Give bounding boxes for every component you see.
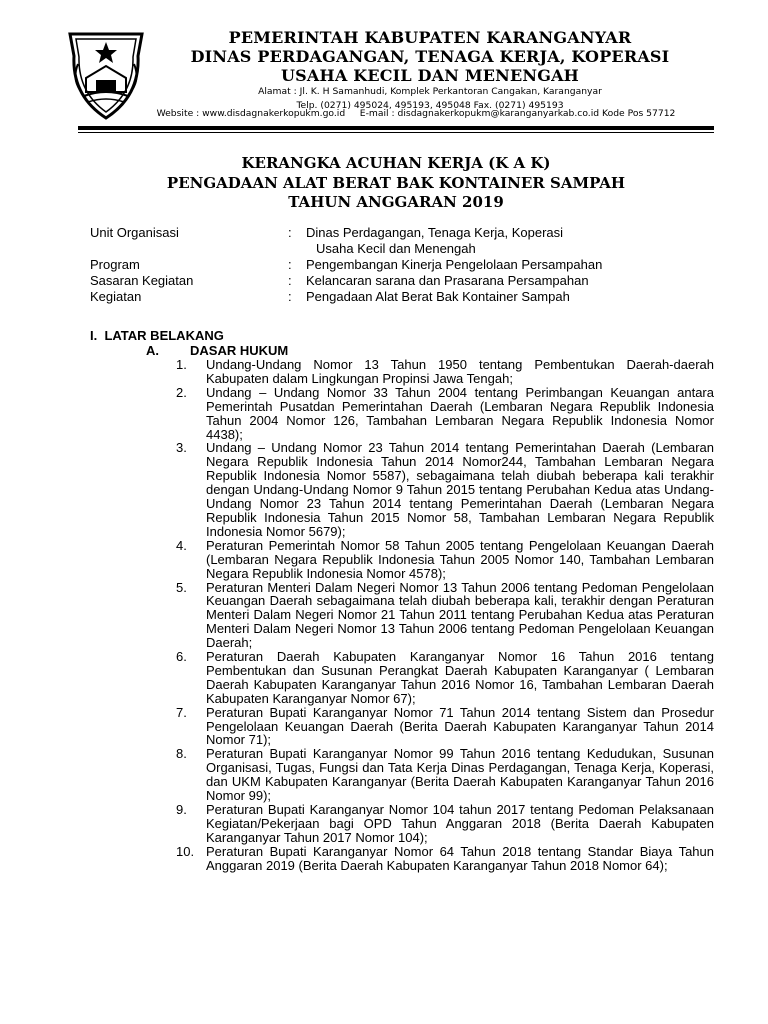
title-line2: PENGADAAN ALAT BERAT BAK KONTAINER SAMPAH	[166, 173, 626, 192]
list-item	[176, 650, 714, 706]
list-item-text: Undang – Undang Nomor 23 Tahun 2014 tentang Pemerintahan Daerah (Lembaran Negara Republik Indonesia Tahun 2014 Nomor244, Tambahan Lembaran Negara Republik Indonesia Nomor 5587), sebagaimana telah diubah beberapa kali terakhir dengan Undang-Undang Nomor 9 Tahun 2015 tentang Perubahan Kedua atas Undang-Undang Nomor 23 Tahun 2014 tentang Pemerintahan Daerah (Lembaran Negara Republik Indonesia Tahun 2015 Nomor 58, Tambahan Lembaran Negara Republik Indonesia Nomor 5679);	[206, 440, 714, 539]
info-colon: :	[288, 225, 292, 240]
list-item-number: 5.	[176, 579, 187, 595]
info-row	[90, 225, 730, 257]
list-item	[176, 441, 714, 538]
list-item	[176, 706, 714, 748]
letterhead-rule-thin	[78, 132, 714, 133]
list-item	[176, 539, 714, 581]
info-value: Pengadaan Alat Berat Bak Kontainer Sampah	[306, 289, 570, 304]
list-item-number: 2.	[176, 384, 187, 400]
info-colon: :	[288, 273, 292, 288]
list-item	[176, 358, 714, 386]
list-item-text: Peraturan Bupati Karanganyar Nomor 104 tahun 2017 tentang Pedoman Pelaksanaan Kegiatan/Pekerjaan bagi OPD Tahun Anggaran 2018 (Berita Daerah Kabupaten Karanganyar Tahun 2017 Nomor 104);	[206, 802, 714, 845]
list-item-number: 10.	[176, 843, 195, 859]
list-item-text: Undang-Undang Nomor 13 Tahun 1950 tentang Pembentukan Daerah-daerah Kabupaten dalam Lingkungan Propinsi Jawa Tengah;	[206, 357, 714, 386]
list-item-text: Peraturan Bupati Karanganyar Nomor 99 Tahun 2016 tentang Kedudukan, Susunan Organisasi, Tugas, Fungsi dan Tata Kerja Dinas Perdagangan, Tenaga Kerja, Koperasi, dan UKM Kabupaten Karanganyar (Berita Daerah Kabupaten Karanganyar Tahun 2016 Nomor 99);	[206, 746, 714, 804]
list-item-text: Peraturan Bupati Karanganyar Nomor 71 Tahun 2014 tentang Sistem dan Prosedur Pengelolaan Keuangan Daerah (Berita Daerah Kabupaten Karanganyar Tahun 2014 Nomor 71);	[206, 704, 714, 748]
info-label: Sasaran Kegiatan	[90, 273, 194, 288]
info-label: Program	[90, 257, 140, 272]
agency-phone: Telp. (0271) 495024, 495193, 495048 Fax. (0271) 495193	[296, 100, 564, 111]
document-title	[78, 154, 714, 213]
agency-name-line1: PEMERINTAH KABUPATEN KARANGANYAR	[228, 28, 632, 47]
list-item-number: 3.	[176, 440, 187, 456]
info-value-line: Dinas Perdagangan, Tenaga Kerja, Koperasi	[306, 225, 564, 240]
subsection-title: DASAR HUKUM	[190, 343, 289, 358]
list-item-number: 6.	[176, 649, 187, 665]
info-value-line: Usaha Kecil dan Menengah	[316, 241, 476, 256]
info-row	[90, 289, 730, 305]
letterhead-rule-thick	[78, 126, 714, 130]
list-item-text: Peraturan Menteri Dalam Negeri Nomor 13 Tahun 2006 tentang Pedoman Pengelolaan Keuangan Daerah sebagaimana telah diubah beberapa kali, terakhir dengan Peraturan Menteri Dalam Negeri Nomor 21 Tahun 2011 tentang Perubahan Kedua atas Peraturan Menteri Dalam Negeri Nomor 13 Tahun 2006 tentang Pedoman Pengelolaan Keuangan Daerah;	[206, 579, 714, 651]
subsection-heading	[146, 343, 288, 358]
list-item-number: 1.	[176, 357, 187, 372]
list-item-text: Peraturan Daerah Kabupaten Karanganyar Nomor 16 Tahun 2016 tentang Pembentukan dan Susunan Perangkat Daerah Kabupaten Karanganyar ( Lembaran Daerah Kabupaten Karanganyar Tahun 2016 Nomor 16, Tambahan Lembaran Daerah Kabupaten Karanganyar Nomor 67);	[206, 649, 714, 706]
list-item	[176, 803, 714, 845]
agency-website-email: Website : www.disdagnakerkopukm.go.id E-mail : disdagnakerkopukm@karanganyarkab.co.id Kode Pos 57712	[156, 108, 676, 119]
list-item-number: 8.	[176, 746, 187, 762]
title-line1: KERANGKA ACUHAN KERJA (K A K)	[241, 154, 551, 172]
agency-address: Alamat : Jl. K. H Samanhudi, Komplek Perkantoran Cangakan, Karanganyar	[258, 86, 602, 97]
info-row	[90, 257, 730, 273]
agency-name-line2: DINAS PERDAGANGAN, TENAGA KERJA, KOPERASI	[190, 47, 670, 66]
list-item-text: Undang – Undang Nomor 33 Tahun 2004 tentang Perimbangan Keuangan antara Pemerintah Pusatdan Pemerintahan Daerah (Lembaran Negara Republik Indonesia Tahun 2004 Nomor 126, Tambahan Lembaran Negara Republik Indonesia Nomor 4438);	[206, 384, 714, 442]
info-value	[306, 225, 730, 257]
list-item-number: 4.	[176, 537, 187, 553]
title-line3: TAHUN ANGGARAN 2019	[288, 193, 504, 211]
section-heading: I. LATAR BELAKANG	[90, 328, 224, 343]
info-colon: :	[288, 257, 292, 272]
list-item	[176, 581, 714, 651]
info-value: Pengembangan Kinerja Pengelolaan Persampahan	[306, 257, 603, 272]
subsection-letter: A.	[146, 343, 159, 358]
activity-info-table	[90, 225, 730, 305]
letterhead	[150, 28, 710, 113]
info-value: Kelancaran sarana dan Prasarana Persampahan	[306, 273, 589, 288]
info-colon: :	[288, 289, 292, 304]
info-label: Kegiatan	[90, 289, 142, 304]
agency-name-line3: USAHA KECIL DAN MENENGAH	[281, 66, 579, 85]
list-item-text: Peraturan Pemerintah Nomor 58 Tahun 2005 tentang Pengelolaan Keuangan Daerah (Lembaran Negara Republik Indonesia Tahun 2005 Nomor 140, Tambahan Lembaran Negara Republik Indonesia Nomor 4578);	[206, 537, 714, 581]
list-item	[176, 845, 714, 873]
info-label: Unit Organisasi	[90, 225, 179, 240]
list-item	[176, 747, 714, 803]
list-item-number: 7.	[176, 704, 187, 720]
list-item-number: 9.	[176, 802, 187, 817]
list-item	[176, 386, 714, 442]
info-row	[90, 273, 730, 289]
list-item-text: Peraturan Bupati Karanganyar Nomor 64 Tahun 2018 tentang Standar Biaya Tahun Anggaran 2019 (Berita Daerah Kabupaten Karanganyar Tahun 2018 Nomor 64);	[206, 843, 714, 873]
legal-basis-list	[176, 358, 714, 873]
